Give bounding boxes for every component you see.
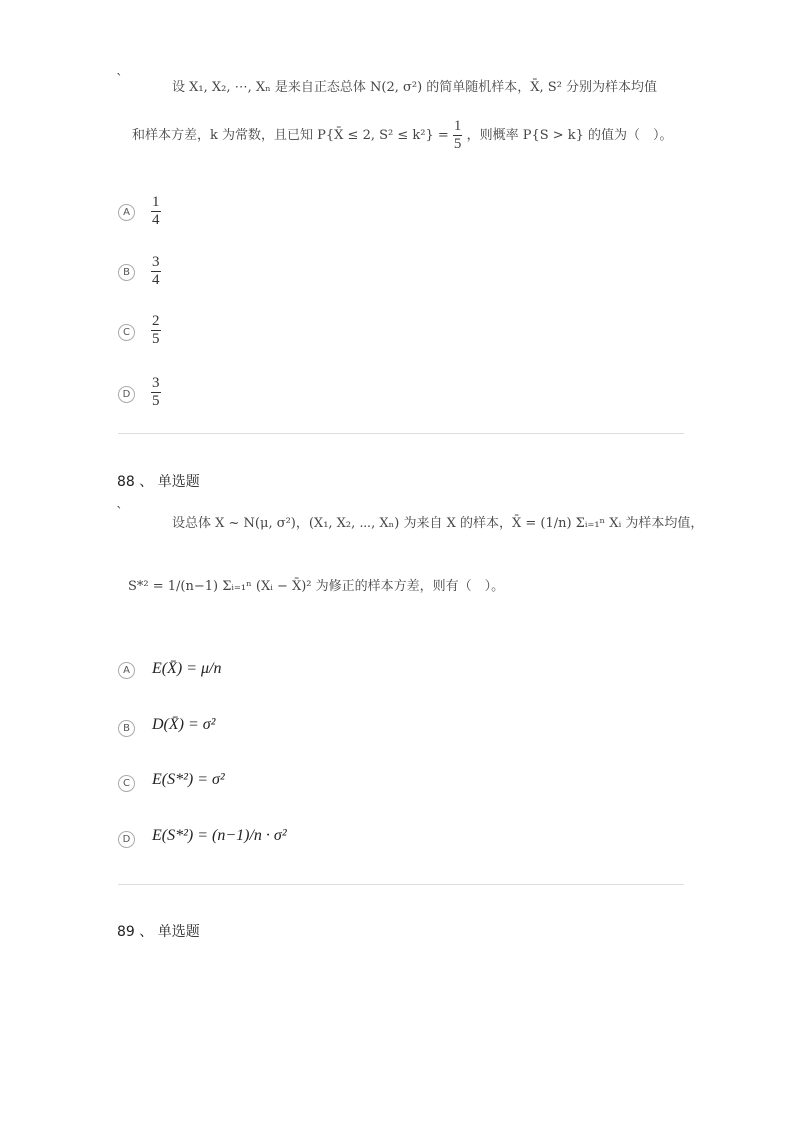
num: 1	[453, 118, 462, 134]
option-radio[interactable]: B	[118, 720, 135, 737]
den: 5	[152, 393, 160, 409]
den: 4	[152, 212, 160, 228]
option-text: E(S*²) = (n−1)/n · σ²	[152, 827, 287, 844]
q89-header: 89 、 单选题	[117, 924, 200, 940]
num: 3	[152, 254, 160, 270]
option-radio[interactable]: A	[118, 662, 135, 679]
q87-text-line2	[132, 118, 673, 153]
den: 5	[453, 136, 462, 152]
mark: `	[116, 72, 123, 88]
q87-line2-a: 和样本方差，k 为常数，且已知 P{X̄ ≤ 2, S² ≤ k²} =	[132, 128, 449, 143]
q87-fraction	[453, 118, 463, 153]
option-fraction	[151, 194, 161, 229]
q88-text-line2: S*² = 1/(n−1) Σᵢ₌₁ⁿ (Xᵢ − X̄)² 为修正的样本方差，则有（ ）。	[128, 579, 505, 594]
option-text: E(S*²) = σ²	[152, 771, 225, 788]
divider	[118, 433, 684, 434]
num: 1	[152, 194, 160, 210]
option-radio[interactable]: B	[118, 264, 135, 281]
q87-line2-b: ，则概率 P{S > k} 的值为（ ）。	[466, 128, 673, 143]
den: 4	[152, 272, 160, 288]
option-text: D(X̄) = σ²	[152, 716, 216, 733]
option-radio[interactable]: C	[118, 775, 135, 792]
q87-text-line1: 设 X₁, X₂, ⋯, Xₙ 是来自正态总体 N(2, σ²) 的简单随机样本，X̄, S² 分别为样本均值	[172, 80, 658, 95]
option-fraction	[151, 375, 161, 410]
option-radio[interactable]: D	[118, 386, 135, 403]
option-text: E(X̄) = μ/n	[152, 660, 222, 677]
den: 5	[152, 331, 160, 347]
divider	[118, 884, 684, 885]
option-fraction	[151, 254, 161, 289]
q88-text-line1: 设总体 X ~ N(μ, σ²)，(X₁, X₂, ⋯, Xₙ) 为来自 X 的样本，X̄ = (1/n) Σᵢ₌₁ⁿ Xᵢ 为样本均值，	[172, 516, 704, 531]
num: 3	[152, 375, 160, 391]
q88-header: 88 、 单选题	[117, 474, 200, 490]
option-radio[interactable]: A	[118, 204, 135, 221]
mark: `	[116, 505, 123, 521]
option-radio[interactable]: C	[118, 324, 135, 341]
option-fraction	[151, 313, 161, 348]
num: 2	[152, 313, 160, 329]
option-radio[interactable]: D	[118, 831, 135, 848]
